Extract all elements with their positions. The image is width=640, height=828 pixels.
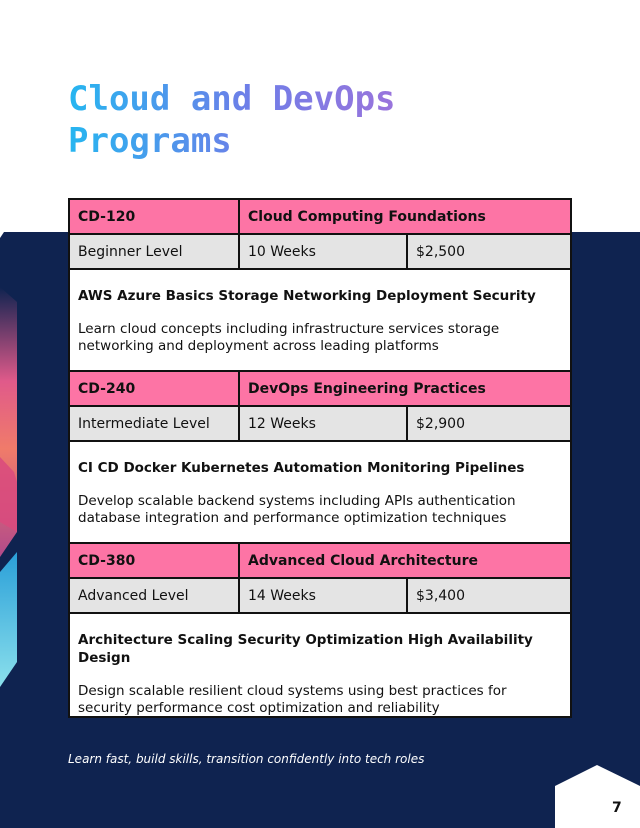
- program-price: $2,900: [406, 407, 570, 440]
- program-meta-row: [70, 407, 570, 442]
- program-description-cell: [70, 270, 570, 370]
- decorative-shapes: [0, 232, 20, 702]
- program-header-row: [70, 544, 570, 579]
- page-title: [68, 78, 396, 162]
- program-code: CD-120: [78, 208, 136, 225]
- program-description-cell: [70, 614, 570, 716]
- program-description: Design scalable resilient cloud systems using best practices for security performance cost optimization and reliability: [78, 683, 507, 716]
- program-skills: CI CD Docker Kubernetes Automation Monitoring Pipelines: [78, 460, 525, 476]
- program-level: Advanced Level: [78, 587, 189, 604]
- title-line-1: Cloud and DevOps: [68, 79, 396, 119]
- program-skills: Architecture Scaling Security Optimization High Availability Design: [78, 632, 533, 666]
- program-skills: AWS Azure Basics Storage Networking Deployment Security: [78, 288, 536, 304]
- program-header-row: [70, 200, 570, 235]
- program-meta-row: [70, 235, 570, 270]
- program-level: Intermediate Level: [78, 415, 210, 432]
- program-duration: 12 Weeks: [238, 407, 406, 440]
- program-description-row: [70, 270, 570, 372]
- programs-table: [68, 198, 572, 718]
- program-name: Advanced Cloud Architecture: [238, 544, 570, 577]
- title-line-2: Programs: [68, 121, 232, 161]
- program-description-row: [70, 442, 570, 544]
- program-description: Learn cloud concepts including infrastructure services storage networking and deployment across leading platforms: [78, 321, 500, 354]
- page-number: 7: [612, 800, 622, 816]
- program-description-cell: [70, 442, 570, 542]
- program-block: [70, 372, 570, 544]
- program-price: $2,500: [406, 235, 570, 268]
- footer-tagline: Learn fast, build skills, transition confidently into tech roles: [68, 752, 425, 766]
- program-meta-row: [70, 579, 570, 614]
- program-description: Develop scalable backend systems including APIs authentication database integration and performance optimization techniques: [78, 493, 516, 526]
- program-level: Beginner Level: [78, 243, 183, 260]
- program-price: $3,400: [406, 579, 570, 612]
- program-code: CD-240: [78, 380, 136, 397]
- program-duration: 10 Weeks: [238, 235, 406, 268]
- program-name: DevOps Engineering Practices: [238, 372, 570, 405]
- program-header-row: [70, 372, 570, 407]
- program-name: Cloud Computing Foundations: [238, 200, 570, 233]
- program-code: CD-380: [78, 552, 136, 569]
- program-block: [70, 200, 570, 372]
- program-duration: 14 Weeks: [238, 579, 406, 612]
- program-block: [70, 544, 570, 716]
- program-description-row: [70, 614, 570, 716]
- page-number-badge: [555, 765, 640, 828]
